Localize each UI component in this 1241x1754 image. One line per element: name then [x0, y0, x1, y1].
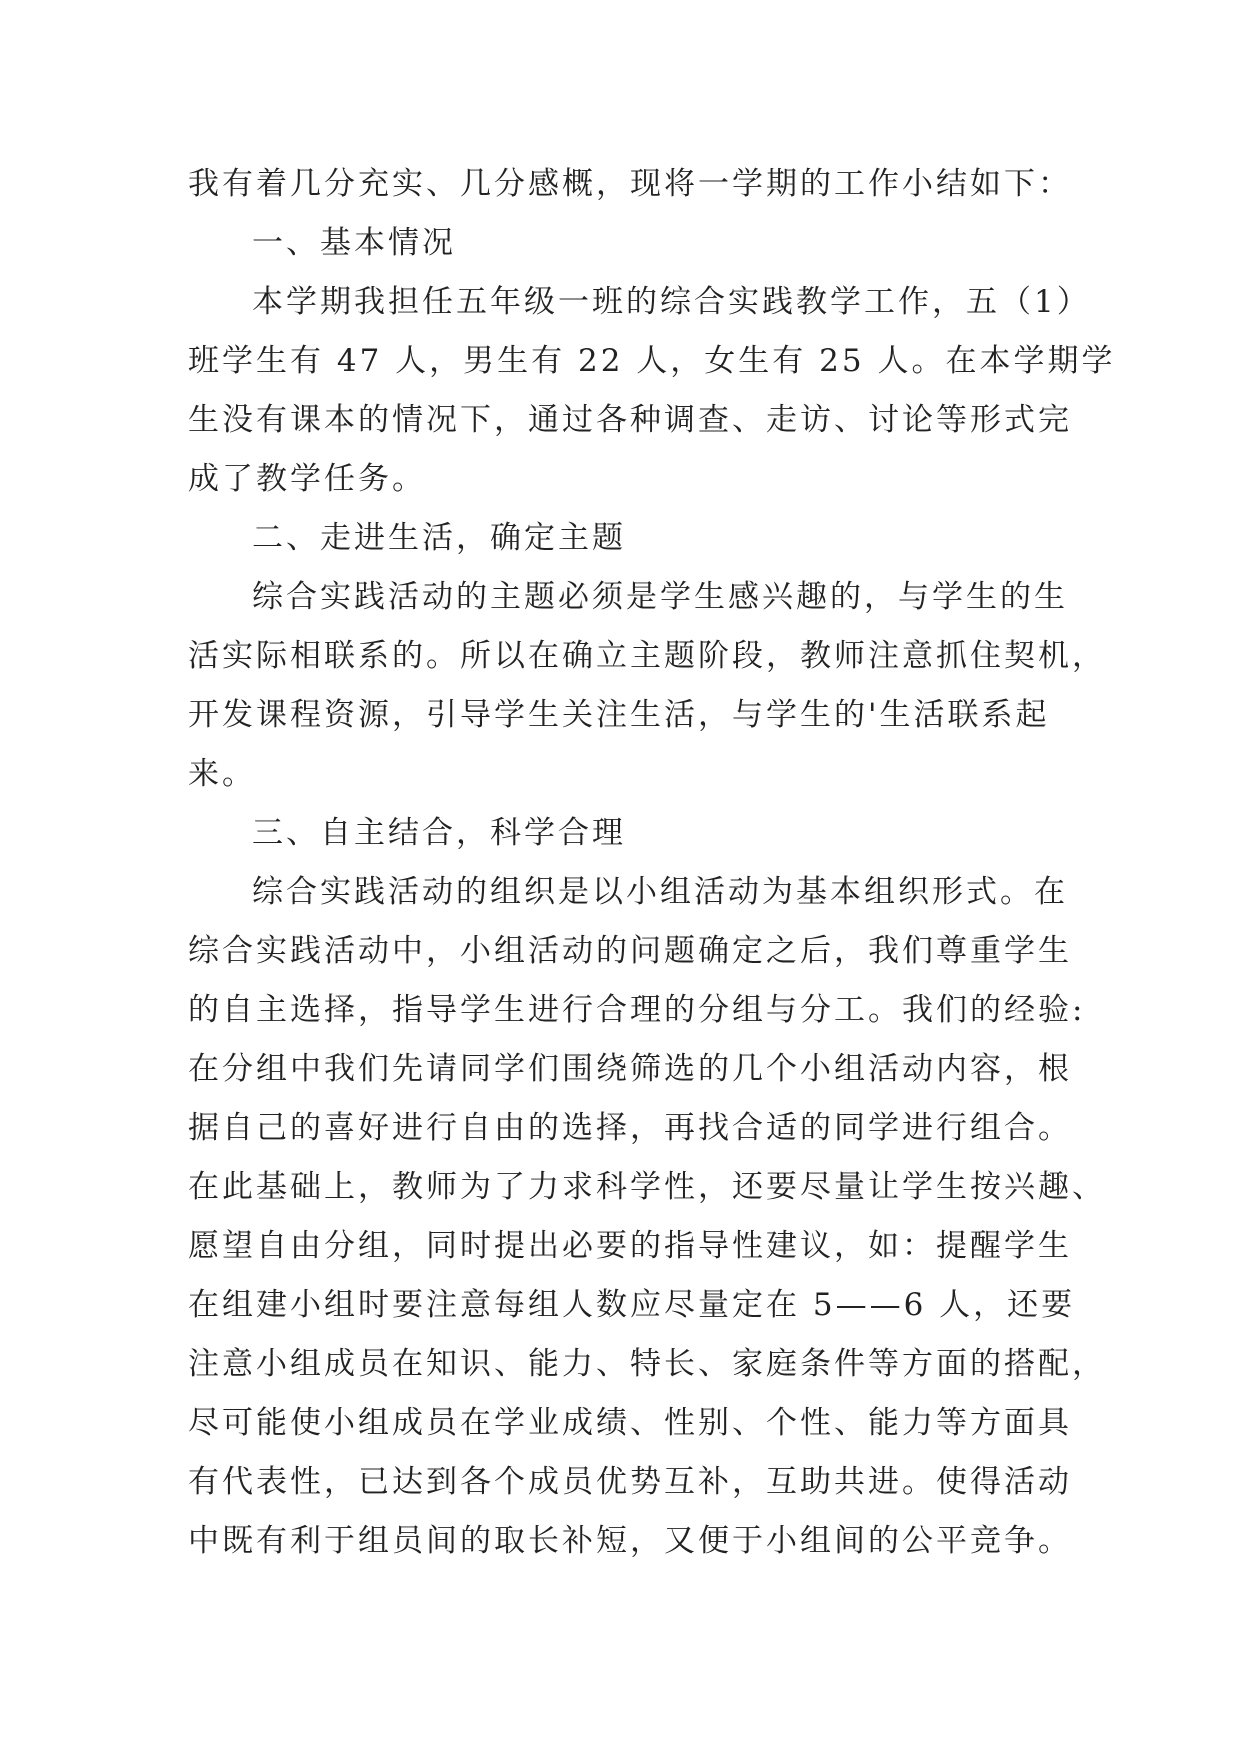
text-line: 我有着几分充实、几分感概，现将一学期的工作小结如下： — [188, 166, 1072, 202]
text-line: 班学生有 47 人，男生有 22 人，女生有 25 人。在本学期学 — [188, 343, 1116, 379]
text-line: 据自己的喜好进行自由的选择，再找合适的同学进行组合。 — [188, 1110, 1072, 1146]
text-line: 在组建小组时要注意每组人数应尽量定在 5——6 人，还要 — [188, 1287, 1076, 1323]
text-line: 的自主选择，指导学生进行合理的分组与分工。我们的经验: — [188, 992, 1086, 1028]
text-line: 来。 — [188, 756, 256, 792]
text-line: 生没有课本的情况下，通过各种调查、走访、讨论等形式完 — [188, 402, 1072, 438]
text-line: 有代表性，已达到各个成员优势互补，互助共进。使得活动 — [188, 1464, 1072, 1500]
text-line: 综合实践活动的主题必须是学生感兴趣的，与学生的生 — [252, 579, 1068, 615]
text-line: 注意小组成员在知识、能力、特长、家庭条件等方面的搭配， — [188, 1346, 1106, 1382]
section-heading-autonomous-combination: 三、自主结合，科学合理 — [252, 815, 626, 851]
text-line: 成了教学任务。 — [188, 461, 426, 497]
document-body — [188, 155, 1116, 1571]
text-line: 综合实践活动的组织是以小组活动为基本组织形式。在 — [252, 874, 1068, 910]
text-line: 综合实践活动中，小组活动的问题确定之后，我们尊重学生 — [188, 933, 1072, 969]
text-line: 在分组中我们先请同学们围绕筛选的几个小组活动内容，根 — [188, 1051, 1072, 1087]
text-line: 开发课程资源，引导学生关注生活，与学生的'生活联系起 — [188, 697, 1050, 733]
text-line: 活实际相联系的。所以在确立主题阶段，教师注意抓住契机， — [188, 638, 1106, 674]
text-line: 在此基础上，教师为了力求科学性，还要尽量让学生按兴趣、 — [188, 1169, 1106, 1205]
text-line: 愿望自由分组，同时提出必要的指导性建议，如：提醒学生 — [188, 1228, 1072, 1264]
text-line: 尽可能使小组成员在学业成绩、性别、个性、能力等方面具 — [188, 1405, 1072, 1441]
text-line: 本学期我担任五年级一班的综合实践教学工作，五（1） — [252, 284, 1091, 320]
text-line: 中既有利于组员间的取长补短，又便于小组间的公平竞争。 — [188, 1523, 1072, 1559]
section-heading-enter-life: 二、走进生活，确定主题 — [252, 520, 626, 556]
section-heading-basic-situation: 一、基本情况 — [252, 225, 456, 261]
